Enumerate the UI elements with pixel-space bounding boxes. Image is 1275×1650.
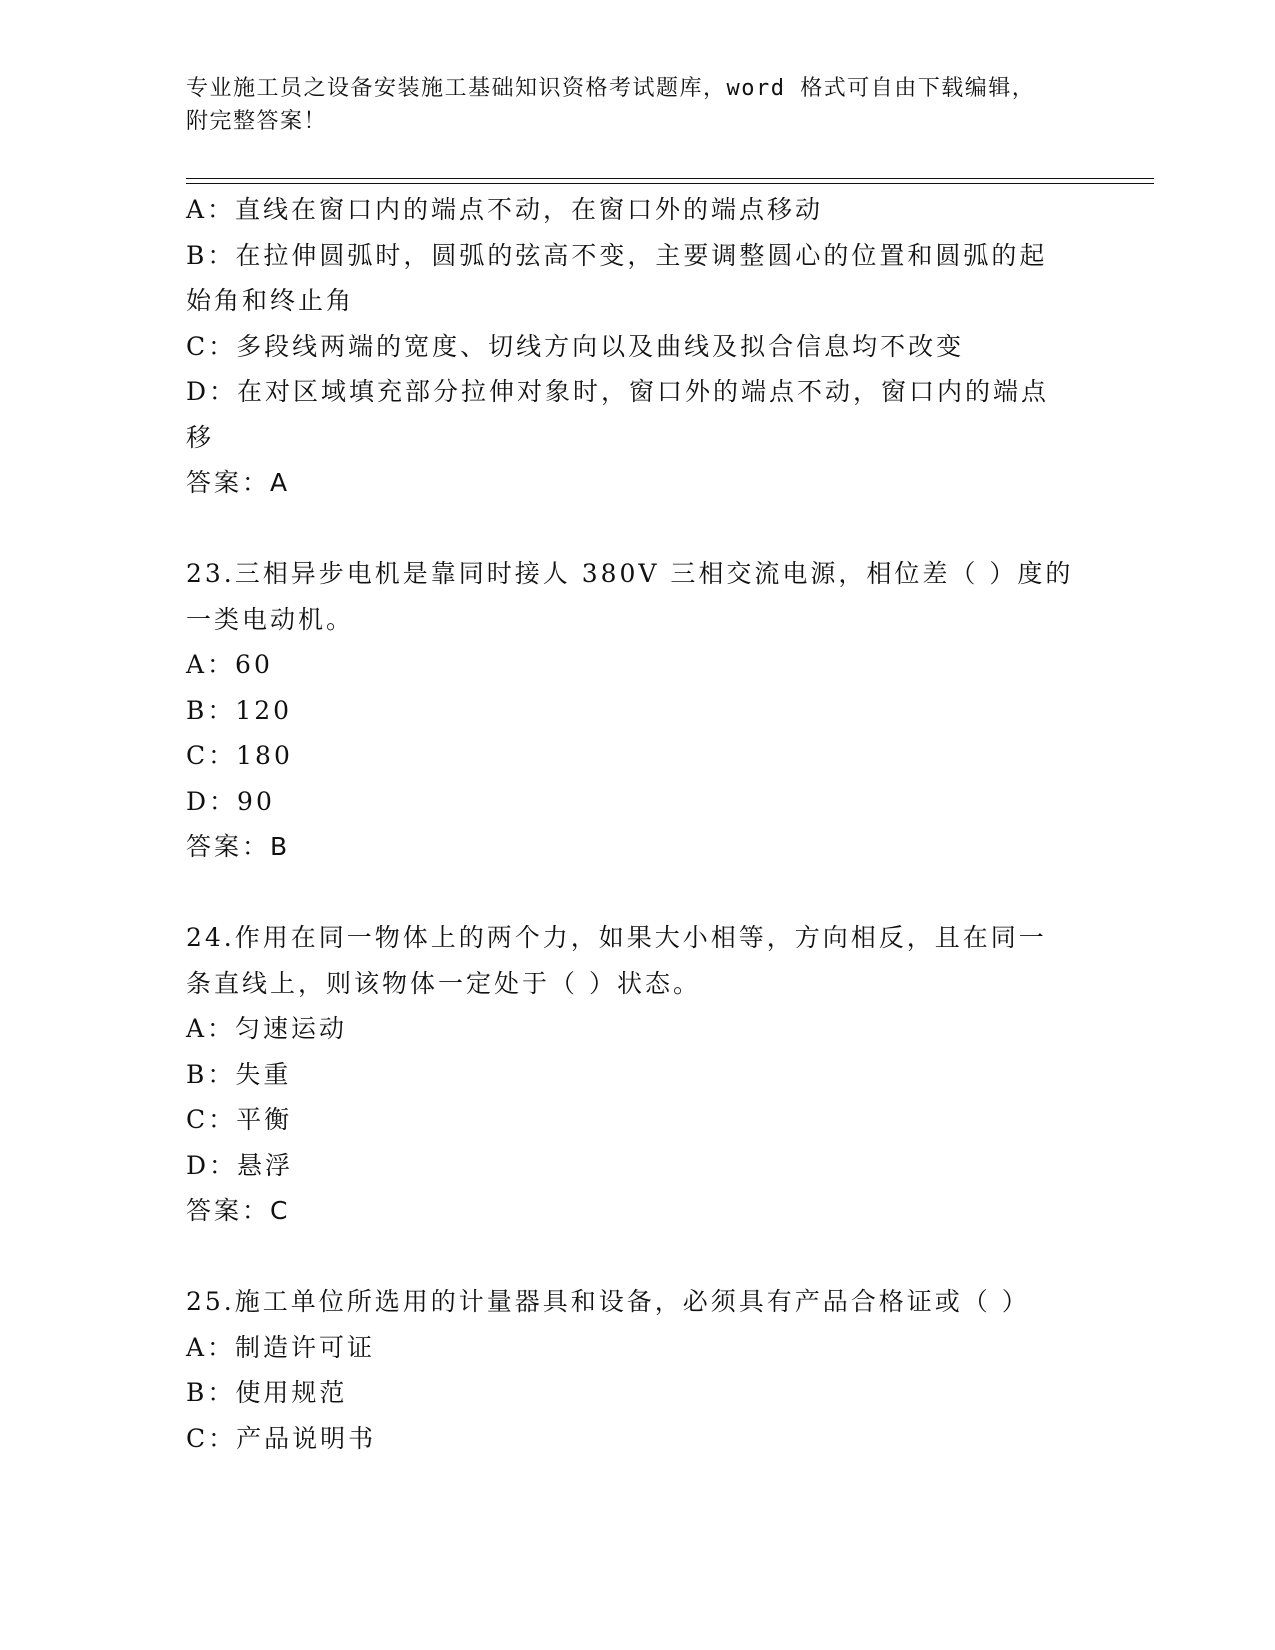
q23-answer: 答案：B [186,832,291,861]
spacer [186,870,1066,916]
header-rule-bottom [186,183,1154,184]
question-25-block [186,1279,1066,1461]
q23-stem-line-2: 一类电动机。 [186,604,355,634]
q24-option-c: C：平衡 [186,1105,293,1134]
page-header [186,72,1086,138]
q25-option-a: A：制造许可证 [186,1332,376,1362]
q24-option-a: A：匀速运动 [186,1014,348,1043]
question-23-block [186,551,1074,870]
q22-option-c: C：多段线两端的宽度、切线方向以及曲线及拟合信息均不改变 [186,331,965,361]
q24-stem-line-1: 24.作用在同一物体上的两个力，如果大小相等，方向相反，且在同一 [186,923,1047,952]
q25-stem-line-1: 25.施工单位所选用的计量器具和设备，必须具有产品合格证或（ ） [186,1287,1030,1316]
question-22-block [186,187,1066,506]
q25-option-b: B：使用规范 [186,1378,348,1407]
q22-option-b-line-2: 始角和终止角 [186,286,355,315]
q23-stem-line-1: 23.三相异步电机是靠同时接人 380V 三相交流电源，相位差（ ）度的 [186,559,1074,588]
q24-option-d: D：悬浮 [186,1150,294,1180]
header-title-line-2: 附完整答案！ [186,109,328,134]
question-24-block [186,915,1066,1234]
q22-option-a: A：直线在窗口内的端点不动，在窗口外的端点移动 [186,195,824,224]
q25-option-c: C：产品说明书 [186,1423,377,1453]
q24-answer: 答案：C [186,1196,291,1225]
q22-option-b-line-1: B：在拉伸圆弧时，圆弧的弦高不变，主要调整圆心的位置和圆弧的起 [186,240,1048,270]
q23-option-a: A：60 [186,650,273,679]
spacer [186,1234,1066,1280]
q22-option-d-line-1: D：在对区域填充部分拉伸对象时，窗口外的端点不动，窗口内的端点 [186,377,1050,406]
q23-option-d: D：90 [186,786,275,816]
q24-option-b: B：失重 [186,1059,292,1089]
spacer [186,506,1066,552]
header-title-line-1: 专业施工员之设备安装施工基础知识资格考试题库，word 格式可自由下载编辑， [186,76,1036,101]
q23-option-b: B：120 [186,695,293,725]
q24-stem-line-2: 条直线上，则该物体一定处于（ ）状态。 [186,968,701,998]
q22-answer: 答案：A [186,468,291,497]
question-content [186,187,1074,1461]
q22-option-d-line-2: 移 [186,422,215,452]
header-rule-top [186,178,1154,179]
q23-option-c: C：180 [186,741,293,770]
